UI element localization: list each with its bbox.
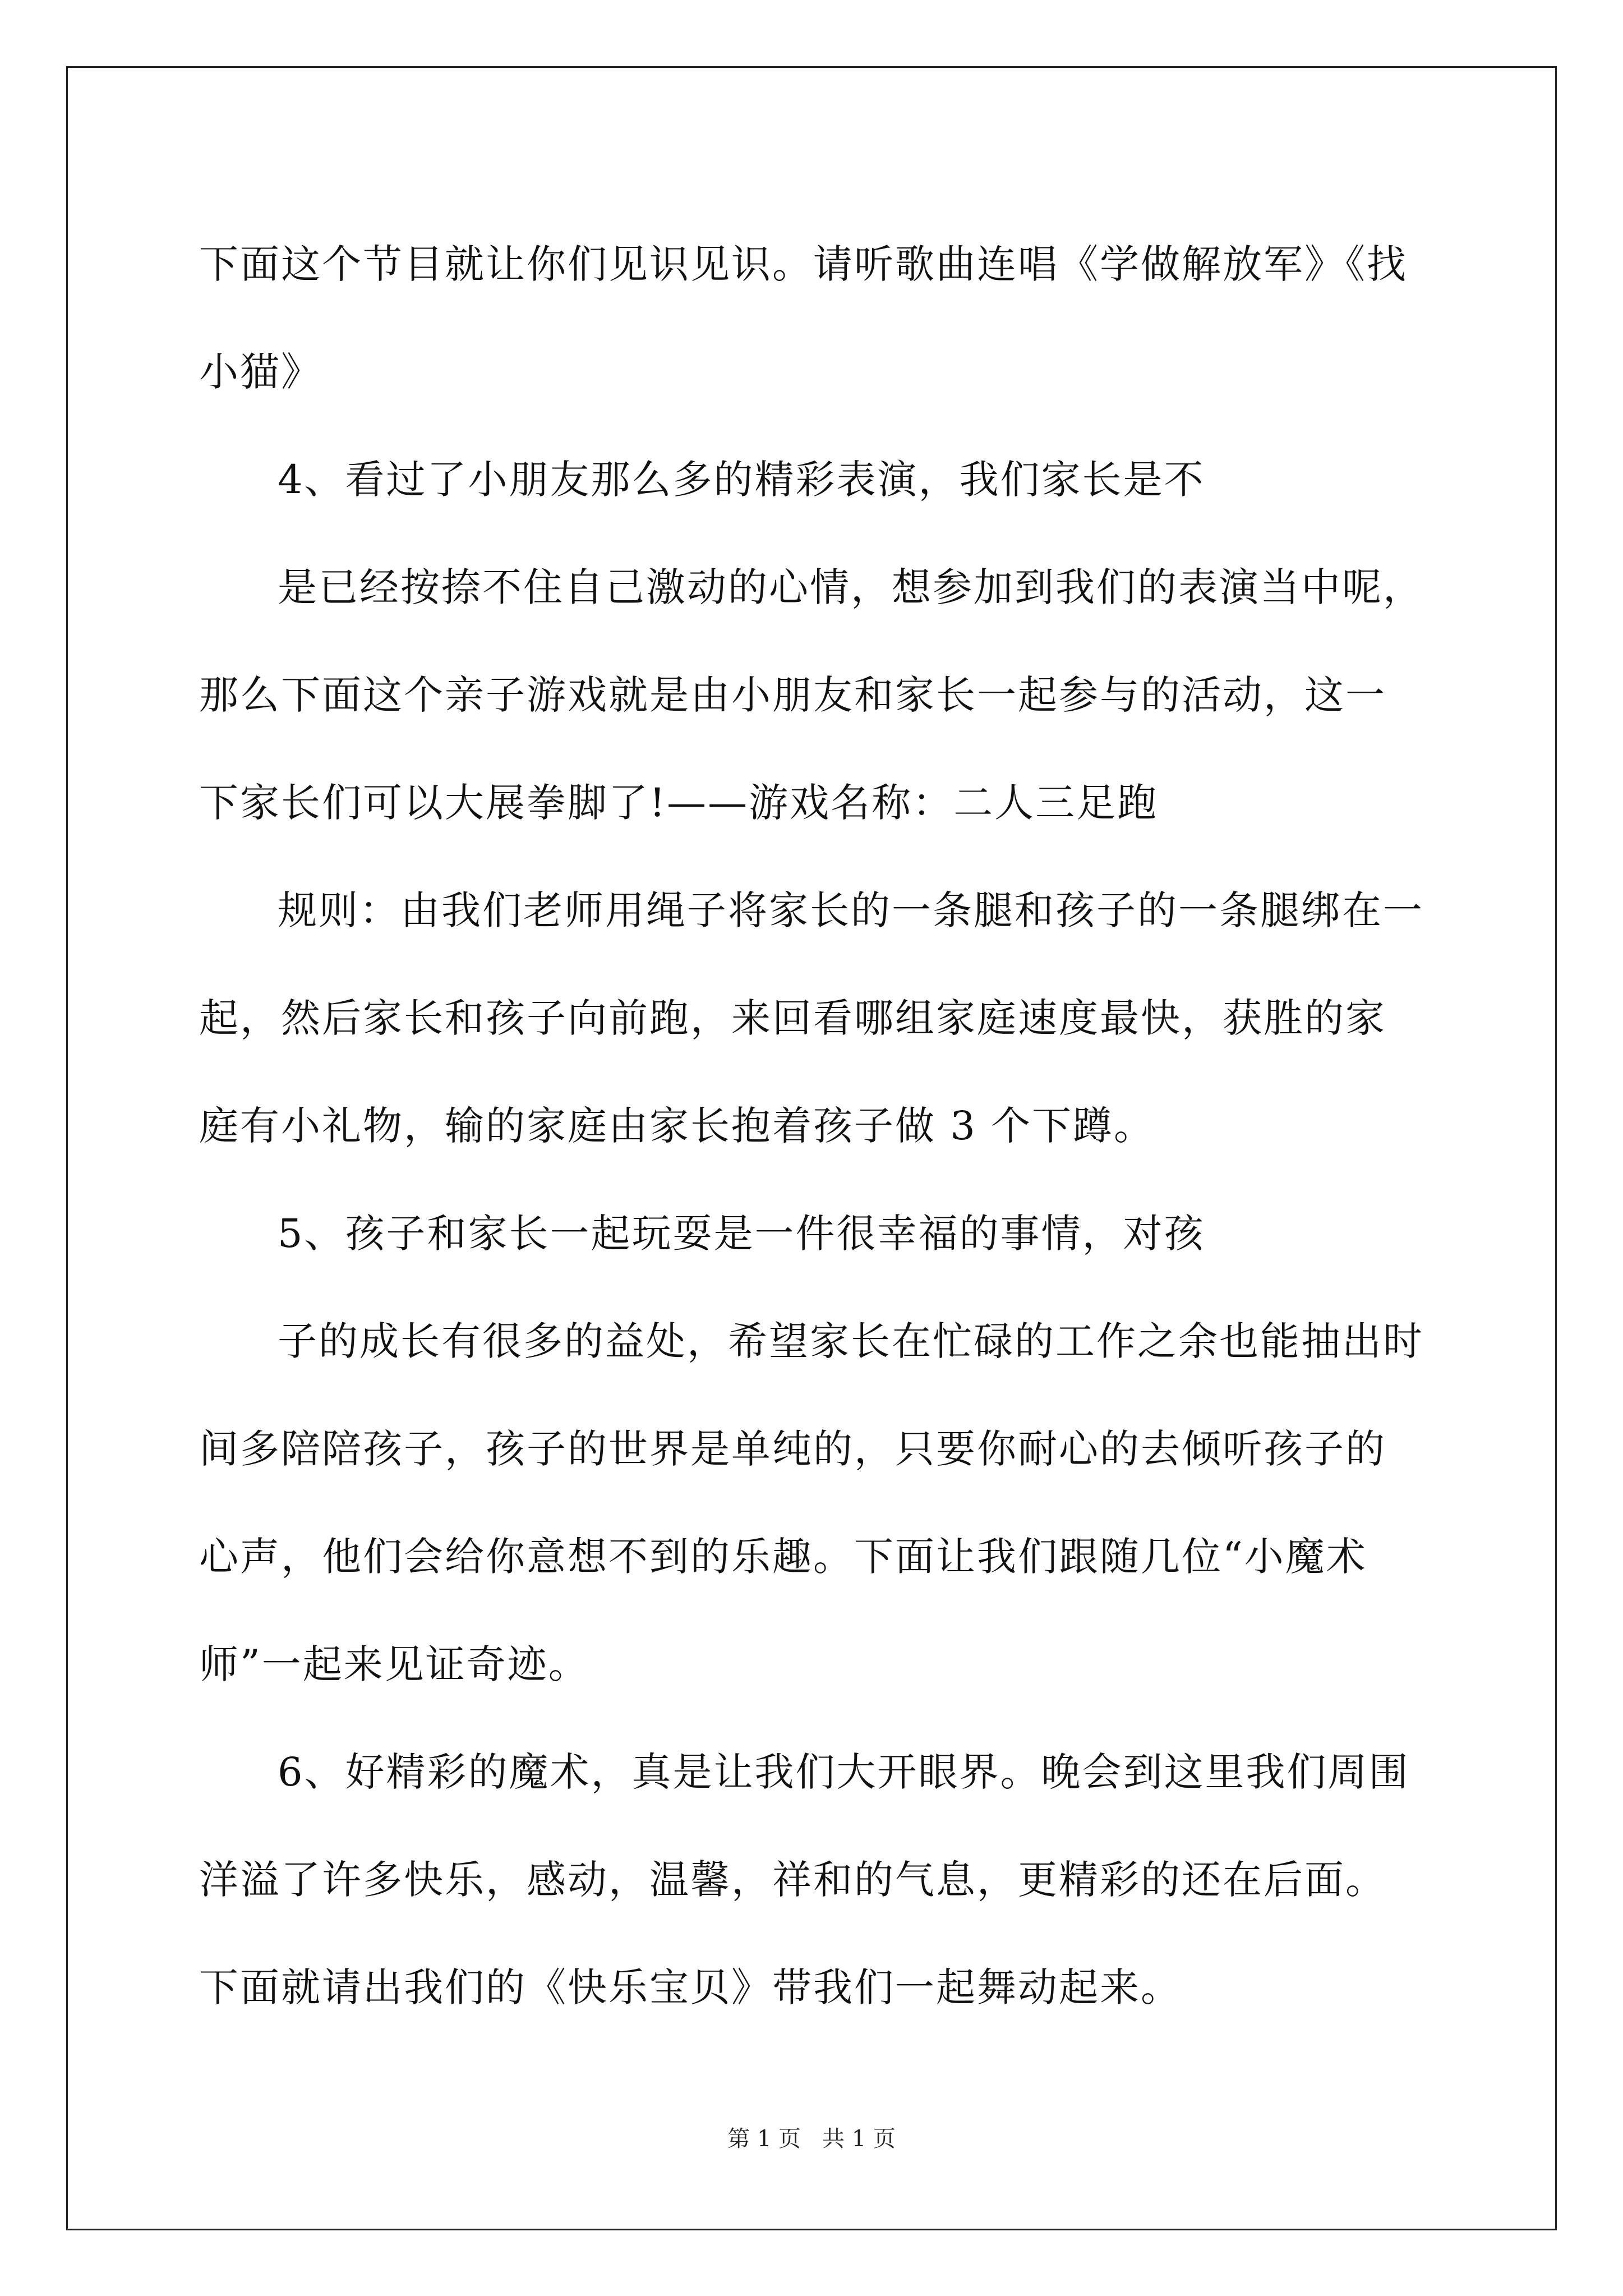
paragraph-7: 6、好精彩的魔术，真是让我们大开眼界。晚会到这里我们周围洋溢了许多快乐，感动，温馨，祥和的气息，更精彩的还在后面。下面就请出我们的《快乐宝贝》带我们一起舞动起来。 bbox=[199, 1749, 1410, 2010]
paragraph-6: 子的成长有很多的益处，希望家长在忙碌的工作之余也能抽出时间多陪陪孩子，孩子的世界是单纯的，只要你耐心的去倾听孩子的心声，他们会给你意想不到的乐趣。下面让我们跟随几位“小魔术师”一起来见证奇迹。 bbox=[199, 1318, 1424, 1687]
page-footer bbox=[0, 2122, 1623, 2156]
paragraph-3: 是已经按捺不住自己激动的心情，想参加到我们的表演当中呢，那么下面这个亲子游戏就是由小朋友和家长一起参与的活动，这一下家长们可以大展拳脚了!——游戏名称：二人三足跑 bbox=[199, 564, 1424, 826]
page-total: 共 1 页 bbox=[822, 2126, 896, 2152]
document-body bbox=[199, 210, 1424, 2041]
paragraph-4: 规则：由我们老师用绳子将家长的一条腿和孩子的一条腿绑在一起，然后家长和孩子向前跑，来回看哪组家庭速度最快，获胜的家庭有小礼物，输的家庭由家长抱着孩子做 3 个下蹲。 bbox=[199, 887, 1424, 1149]
paragraph-5: 5、孩子和家长一起玩耍是一件很幸福的事情，对孩 bbox=[278, 1211, 1205, 1257]
paragraph-1: 下面这个节目就让你们见识见识。请听歌曲连唱《学做解放军》《找小猫》 bbox=[199, 241, 1408, 395]
paragraph-2: 4、看过了小朋友那么多的精彩表演，我们家长是不 bbox=[278, 457, 1205, 503]
page-number: 第 1 页 bbox=[727, 2126, 801, 2152]
